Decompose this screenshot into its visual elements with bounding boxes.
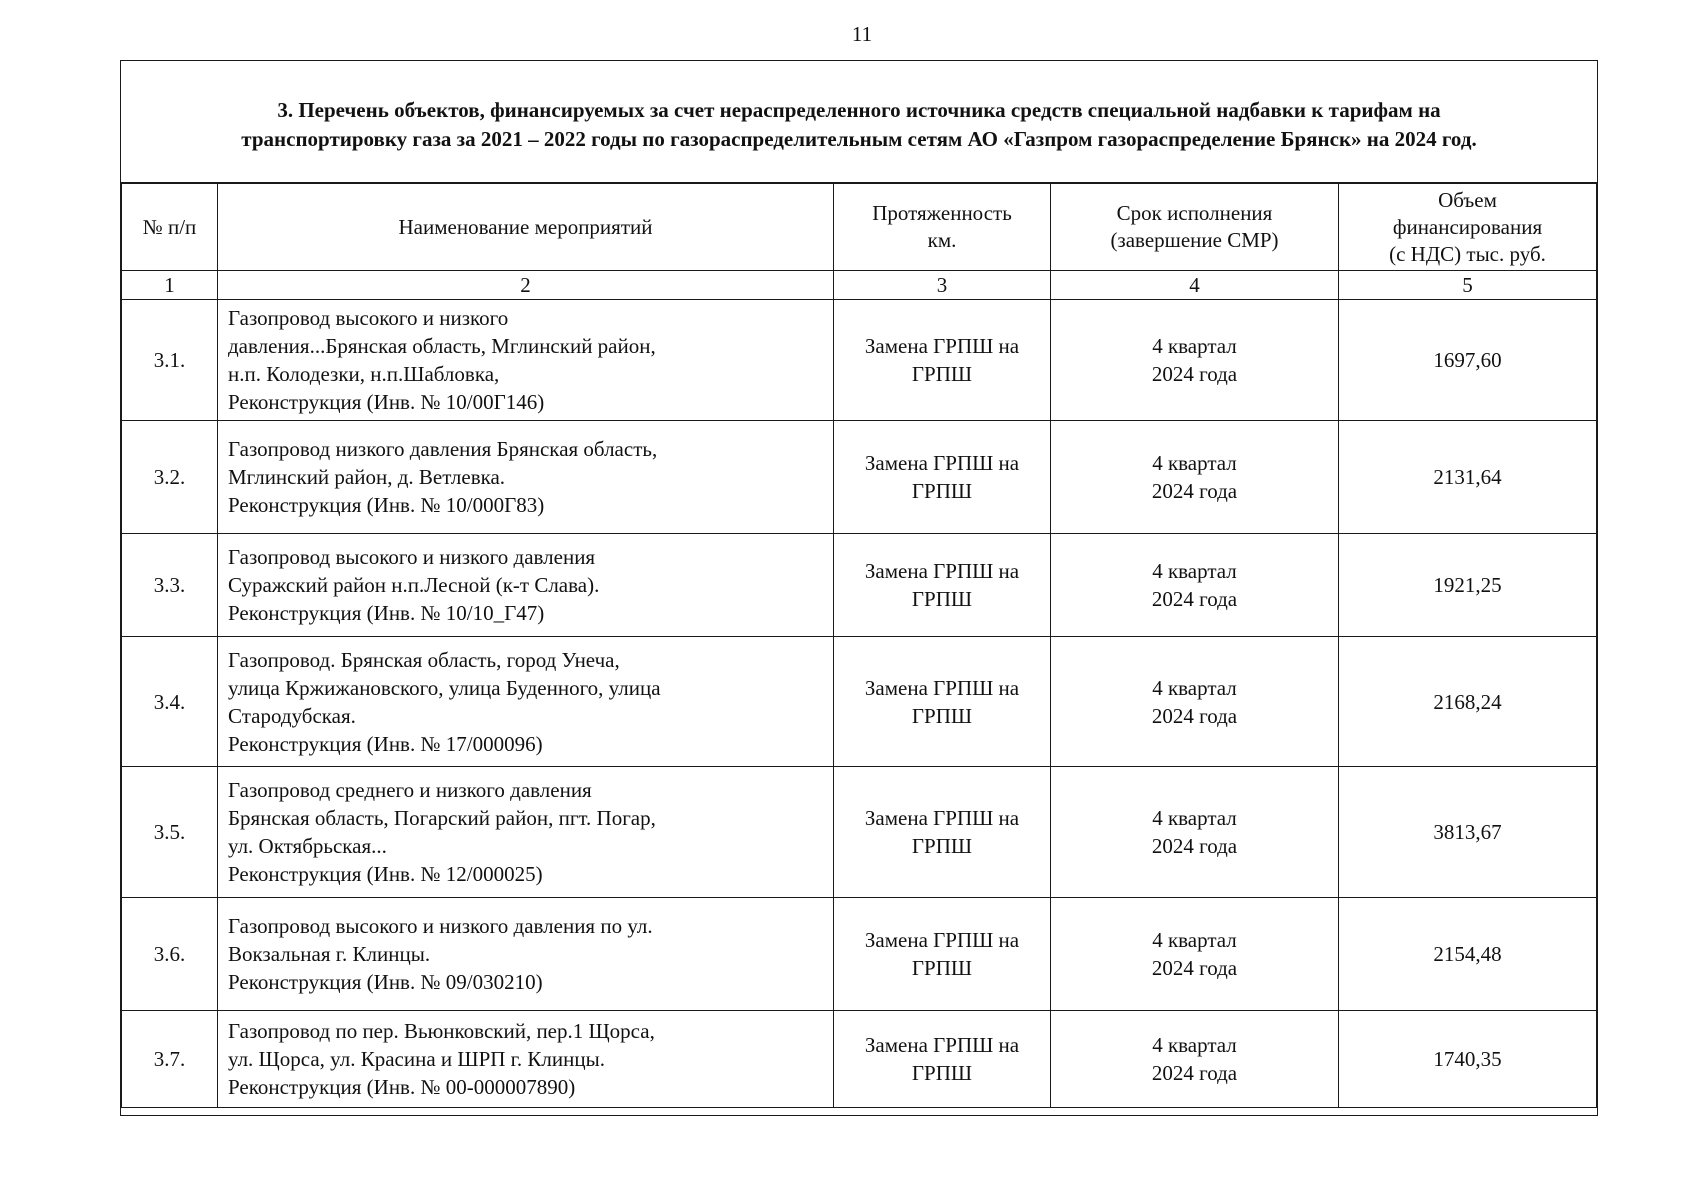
row-name-line: Брянская область, Погарский район, пгт. Погар, xyxy=(228,806,656,830)
row-term-line: 4 квартал xyxy=(1152,806,1237,830)
row-length-line: ГРПШ xyxy=(911,834,973,858)
table-row xyxy=(122,421,1597,534)
row-length-line: ГРПШ xyxy=(911,479,973,503)
row-num: 3.7. xyxy=(122,1011,218,1108)
title-line-1: 3. Перечень объектов, финансируемых за счет нераспределенного источника средств специальной надбавки к тарифам на xyxy=(277,97,1441,122)
row-term-line: 4 квартал xyxy=(1152,675,1237,700)
header-term-line: (завершение СМР) xyxy=(1110,228,1279,252)
header-name: Наименование мероприятий xyxy=(218,184,834,271)
row-term xyxy=(1051,1011,1339,1108)
row-financing: 2154,48 xyxy=(1339,898,1597,1011)
column-number: 2 xyxy=(218,271,834,300)
row-term-line: 2024 года xyxy=(1151,956,1238,980)
row-name-line: Мглинский район, д. Ветлевка. xyxy=(228,465,506,489)
row-term-line: 4 квартал xyxy=(1152,928,1237,952)
row-name-line: Реконструкция (Инв. № 17/000096) xyxy=(228,731,543,756)
row-name xyxy=(218,1011,834,1108)
row-term xyxy=(1051,421,1339,534)
row-length-line: Замена ГРПШ на xyxy=(864,451,1020,475)
row-length xyxy=(834,421,1051,534)
row-term-line: 4 квартал xyxy=(1152,334,1237,358)
row-length-line: Замена ГРПШ на xyxy=(864,559,1020,583)
row-term xyxy=(1051,767,1339,898)
header-term-line: Срок исполнения xyxy=(1116,201,1273,225)
row-length xyxy=(834,300,1051,421)
row-length xyxy=(834,534,1051,637)
row-length-line: Замена ГРПШ на xyxy=(864,928,1020,952)
row-term-line: 2024 года xyxy=(1151,703,1238,728)
row-length xyxy=(834,898,1051,1011)
header-financing-line: (с НДС) тыс. руб. xyxy=(1389,241,1546,266)
row-term-line: 2024 года xyxy=(1151,587,1238,611)
row-name-line: Реконструкция (Инв. № 12/000025) xyxy=(228,862,543,886)
row-name xyxy=(218,421,834,534)
row-name-line: Газопровод высокого и низкого давления по ул. xyxy=(228,914,653,938)
row-name-line: Суражский район н.п.Лесной (к-т Слава). xyxy=(228,573,600,597)
row-name-line: Вокзальная г. Клинцы. xyxy=(228,942,431,966)
header-financing-line: Объем xyxy=(1438,187,1497,212)
column-number: 3 xyxy=(834,271,1051,300)
row-term-line: 2024 года xyxy=(1151,362,1238,386)
row-length-line: ГРПШ xyxy=(911,956,973,980)
document-frame xyxy=(120,60,1598,1116)
row-term xyxy=(1051,898,1339,1011)
table-header-row xyxy=(122,184,1597,271)
row-num: 3.2. xyxy=(122,421,218,534)
row-name xyxy=(218,898,834,1011)
header-length xyxy=(834,184,1051,271)
row-length xyxy=(834,637,1051,767)
row-length xyxy=(834,767,1051,898)
column-number: 1 xyxy=(122,271,218,300)
column-number-row xyxy=(122,271,1597,300)
title-line-2: транспортировку газа за 2021 – 2022 годы по газораспределительным сетям АО «Газпром газораспределение Брянск» на 2024 год. xyxy=(241,126,1477,151)
row-financing: 1740,35 xyxy=(1339,1011,1597,1108)
row-num: 3.6. xyxy=(122,898,218,1011)
row-name-line: Реконструкция (Инв. № 10/00Г146) xyxy=(228,390,545,414)
row-name xyxy=(218,300,834,421)
row-name-line: ул. Октябрьская... xyxy=(228,834,387,858)
table-row xyxy=(122,534,1597,637)
row-term-line: 4 квартал xyxy=(1152,1033,1237,1057)
row-length-line: ГРПШ xyxy=(911,362,973,386)
row-name xyxy=(218,534,834,637)
row-name-line: Реконструкция (Инв. № 00-000007890) xyxy=(228,1075,576,1099)
row-length-line: Замена ГРПШ на xyxy=(864,675,1020,700)
row-name-line: Газопровод. Брянская область, город Унеча, xyxy=(228,647,620,672)
header-financing xyxy=(1339,184,1597,271)
section-title xyxy=(121,61,1597,183)
row-name-line: Газопровод среднего и низкого давления xyxy=(228,778,592,802)
column-number: 5 xyxy=(1339,271,1597,300)
objects-table xyxy=(121,183,1597,1108)
row-term-line: 2024 года xyxy=(1151,1061,1238,1085)
row-name-line: улица Кржижановского, улица Буденного, улица xyxy=(228,675,661,700)
row-name-line: Реконструкция (Инв. № 10/10_Г47) xyxy=(228,601,545,625)
row-term xyxy=(1051,300,1339,421)
row-financing: 1921,25 xyxy=(1339,534,1597,637)
table-row xyxy=(122,637,1597,767)
row-length-line: ГРПШ xyxy=(911,587,973,611)
row-name-line: Стародубская. xyxy=(228,703,356,728)
row-length-line: ГРПШ xyxy=(911,703,973,728)
row-financing: 2131,64 xyxy=(1339,421,1597,534)
row-term xyxy=(1051,637,1339,767)
row-term xyxy=(1051,534,1339,637)
row-name-line: Газопровод по пер. Вьюнковский, пер.1 Щорса, xyxy=(228,1019,655,1043)
row-num: 3.4. xyxy=(122,637,218,767)
row-financing: 3813,67 xyxy=(1339,767,1597,898)
row-name-line: Газопровод высокого и низкого давления xyxy=(228,545,596,569)
row-name-line: Газопровод низкого давления Брянская область, xyxy=(228,437,658,461)
row-num: 3.3. xyxy=(122,534,218,637)
table-row xyxy=(122,767,1597,898)
table-row xyxy=(122,300,1597,421)
row-name-line: н.п. Колодезки, н.п.Шабловка, xyxy=(228,362,500,386)
row-name-line: Реконструкция (Инв. № 10/000Г83) xyxy=(228,493,545,517)
row-length-line: ГРПШ xyxy=(911,1061,973,1085)
header-term xyxy=(1051,184,1339,271)
row-term-line: 4 квартал xyxy=(1152,451,1237,475)
row-num: 3.1. xyxy=(122,300,218,421)
header-length-line: км. xyxy=(927,228,957,252)
row-length-line: Замена ГРПШ на xyxy=(864,806,1020,830)
row-term-line: 4 квартал xyxy=(1152,559,1237,583)
row-name-line: давления...Брянская область, Мглинский район, xyxy=(228,334,656,358)
row-name xyxy=(218,767,834,898)
page-number: 11 xyxy=(851,22,873,46)
row-length xyxy=(834,1011,1051,1108)
row-length-line: Замена ГРПШ на xyxy=(864,334,1020,358)
row-name-line: ул. Щорса, ул. Красина и ШРП г. Клинцы. xyxy=(228,1047,605,1071)
header-num: № п/п xyxy=(122,184,218,271)
row-length-line: Замена ГРПШ на xyxy=(864,1033,1020,1057)
header-financing-line: финансирования xyxy=(1392,214,1543,239)
row-term-line: 2024 года xyxy=(1151,834,1238,858)
table-row xyxy=(122,898,1597,1011)
header-length-line: Протяженность xyxy=(872,201,1012,225)
row-financing: 2168,24 xyxy=(1339,637,1597,767)
row-term-line: 2024 года xyxy=(1151,479,1238,503)
row-name xyxy=(218,637,834,767)
row-name-line: Реконструкция (Инв. № 09/030210) xyxy=(228,970,543,994)
row-name-line: Газопровод высокого и низкого xyxy=(228,306,509,330)
column-number: 4 xyxy=(1051,271,1339,300)
row-financing: 1697,60 xyxy=(1339,300,1597,421)
row-num: 3.5. xyxy=(122,767,218,898)
table-row xyxy=(122,1011,1597,1108)
